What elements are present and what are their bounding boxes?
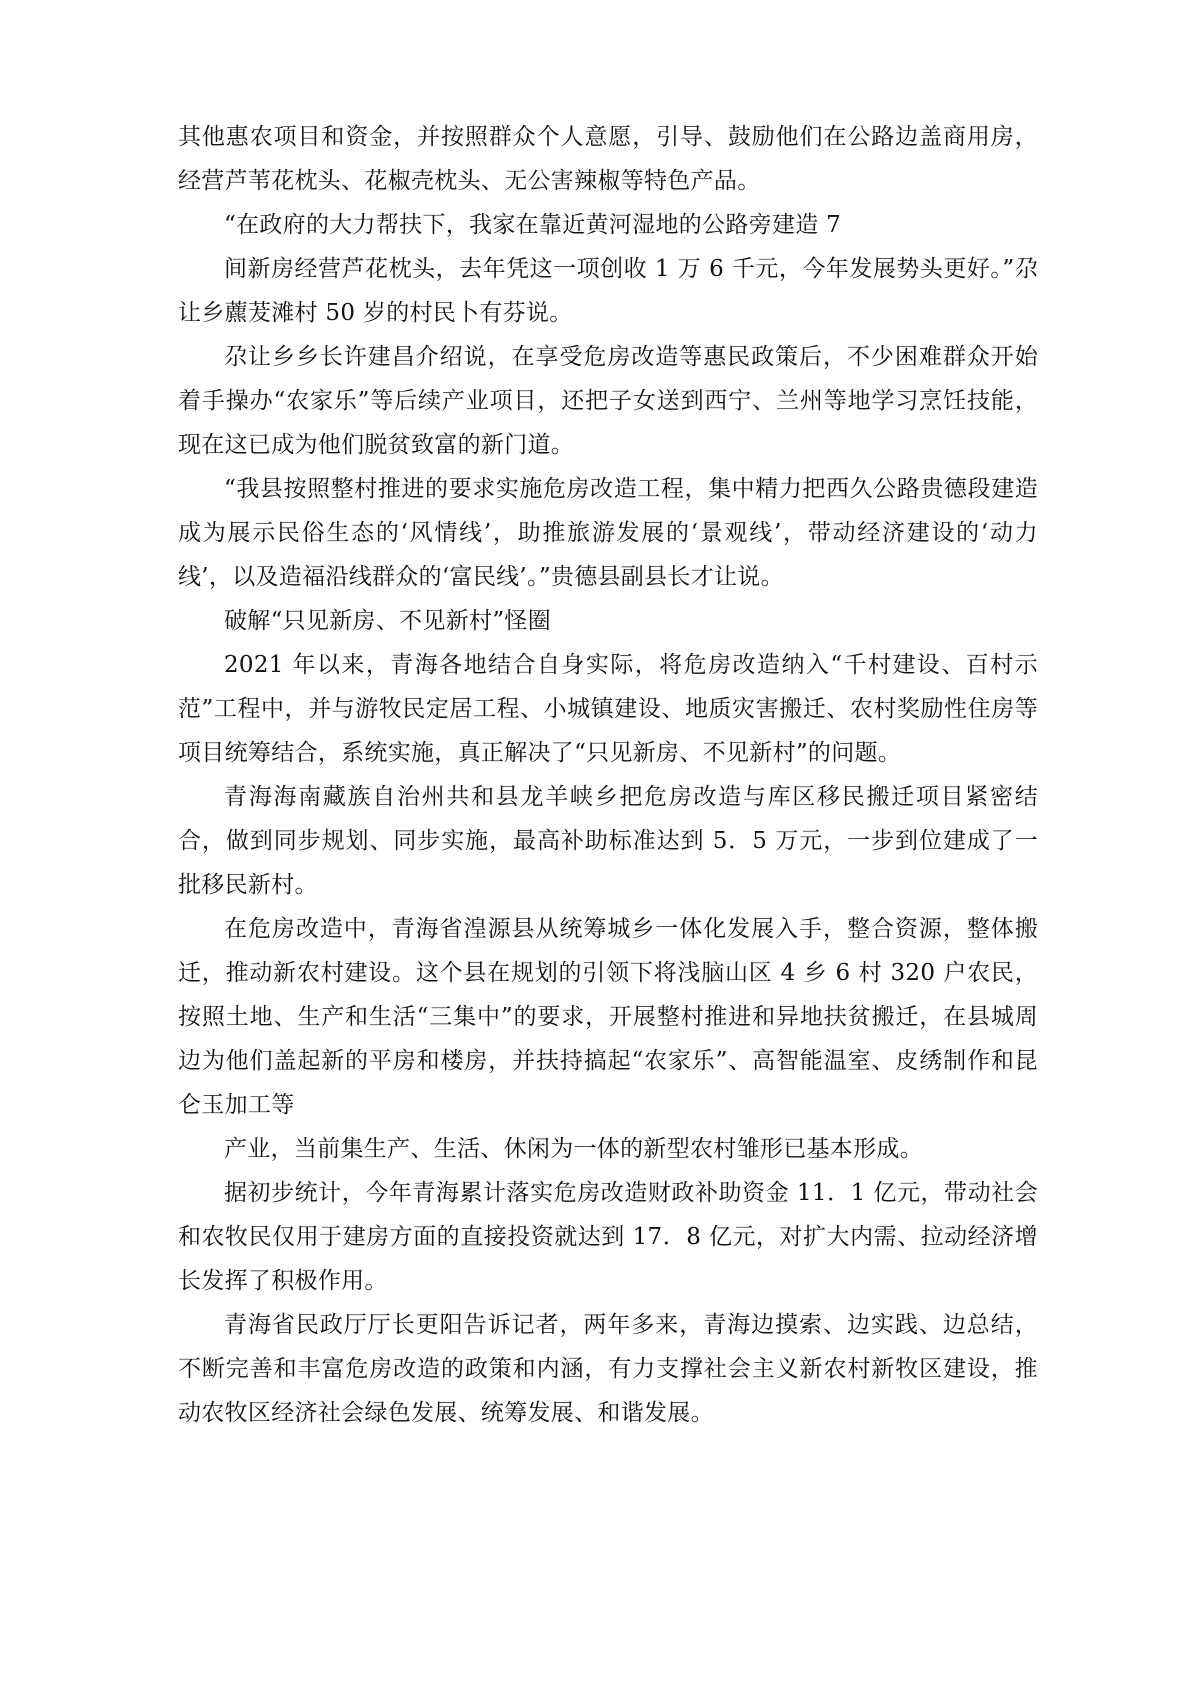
paragraph-11: 据初步统计，今年青海累计落实危房改造财政补助资金 11．1 亿元，带动社会和农牧民仅用于建房方面的直接投资就达到 17．8 亿元，对扩大内需、拉动经济增长发挥了积极作用。 [178, 1180, 1038, 1294]
paragraph-12: 青海省民政厅厅长更阳告诉记者，两年多来，青海边摸索、边实践、边总结，不断完善和丰富危房改造的政策和内涵，有力支撑社会主义新农村新牧区建设，推动农牧区经济社会绿色发展、统筹发展、和谐发展。 [178, 1312, 1038, 1426]
paragraph-9: 在危房改造中，青海省湟源县从统筹城乡一体化发展入手，整合资源，整体搬迁，推动新农村建设。这个县在规划的引领下将浅脑山区 4 乡 6 村 320 户农民，按照土地、生产和生活“三集中”的要求，开展整村推进和异地扶贫搬迁，在县城周边为他们盖起新的平房和楼房，并扶持搞起“农家乐”、高智能温室、皮绣制作和昆仑玉加工等 [178, 916, 1038, 1118]
paragraph-10: 产业，当前集生产、生活、休闲为一体的新型农村雏形已基本形成。 [224, 1136, 923, 1162]
paragraph-3: 间新房经营芦花枕头，去年凭这一项创收 1 万 6 千元，今年发展势头更好。”尕让乡藨茇滩村 50 岁的村民卜有芬说。 [178, 256, 1038, 326]
paragraph-7: 2021 年以来，青海各地结合自身实际，将危房改造纳入“千村建设、百村示范”工程中，并与游牧民定居工程、小城镇建设、地质灾害搬迁、农村奖励性住房等项目统筹结合，系统实施，真正解决了“只见新房、不见新村”的问题。 [178, 652, 1038, 766]
paragraph-4: 尕让乡乡长许建昌介绍说，在享受危房改造等惠民政策后，不少困难群众开始着手操办“农家乐”等后续产业项目，还把子女送到西宁、兰州等地学习烹饪技能，现在这已成为他们脱贫致富的新门道。 [178, 344, 1038, 458]
paragraph-1: 其他惠农项目和资金，并按照群众个人意愿，引导、鼓励他们在公路边盖商用房，经营芦苇花枕头、花椒壳枕头、无公害辣椒等特色产品。 [178, 124, 1038, 194]
section-heading: 破解“只见新房、不见新村”怪圈 [224, 608, 552, 634]
paragraph-5: “我县按照整村推进的要求实施危房改造工程，集中精力把西久公路贵德段建造成为展示民俗生态的‘风情线’，助推旅游发展的‘景观线’，带动经济建设的‘动力线’，以及造福沿线群众的‘富民线’。”贵德县副县长才让说。 [178, 476, 1038, 590]
paragraph-8: 青海海南藏族自治州共和县龙羊峡乡把危房改造与库区移民搬迁项目紧密结合，做到同步规划、同步实施，最高补助标准达到 5．5 万元，一步到位建成了一批移民新村。 [178, 784, 1038, 898]
article-body [178, 115, 1038, 1435]
paragraph-2: “在政府的大力帮扶下，我家在靠近黄河湿地的公路旁建造 7 [224, 212, 842, 238]
